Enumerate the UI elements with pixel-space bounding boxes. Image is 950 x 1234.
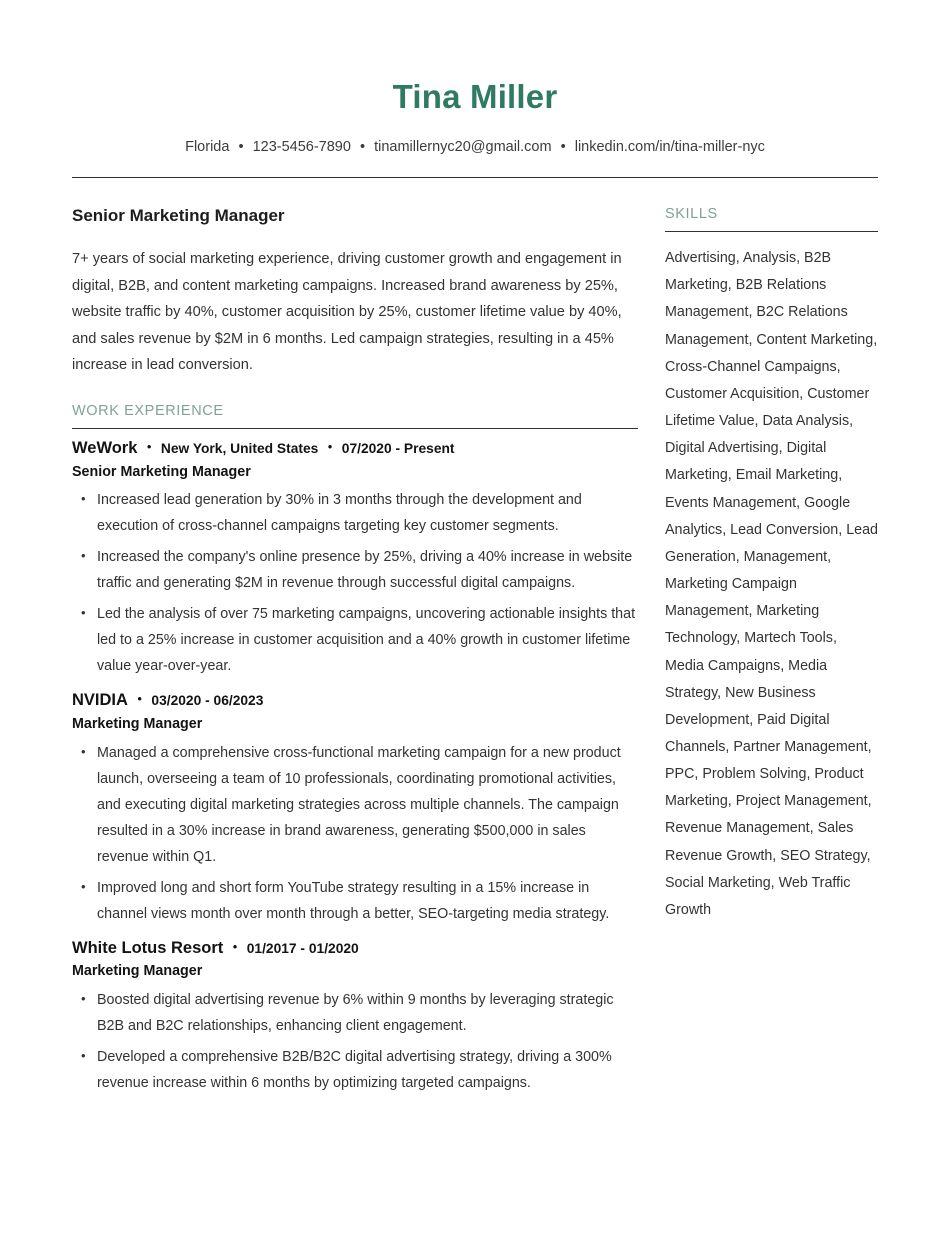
contact-separator-icon: •: [238, 138, 244, 155]
contact-email[interactable]: tinamillernyc20@gmail.com: [374, 138, 552, 155]
bullet-separator-icon: •: [232, 938, 238, 954]
sidebar-column: [665, 206, 878, 939]
job-role: Senior Marketing Manager: [72, 463, 251, 480]
job-bullet-list: [72, 740, 638, 927]
job-bullet: • Boosted digital advertising revenue by 6% within 9 months by leveraging strategic B2B and B2C relationships, enhancing client engagement.: [72, 987, 638, 1039]
job-bullet-list: [72, 487, 638, 679]
contact-line: [72, 138, 878, 157]
candidate-name: Tina Miller: [392, 78, 558, 115]
job-entry: [72, 690, 638, 926]
contact-location: Florida: [185, 138, 230, 155]
contact-separator-icon: •: [359, 138, 366, 155]
header-divider: [72, 177, 878, 178]
resume-body: [72, 206, 878, 1096]
work-experience-divider: [72, 428, 638, 429]
work-experience-heading: WORK EXPERIENCE: [72, 402, 224, 419]
headline-title: Senior Marketing Manager: [72, 205, 285, 225]
bullet-separator-icon: •: [146, 439, 152, 455]
job-dates: 01/2017 - 01/2020: [246, 940, 359, 956]
resume-header: [72, 0, 878, 178]
skills-list: Advertising, Analysis, B2B Marketing, B2B Relations Management, B2C Relations Management, Content Marketing, Cross-Channel Campaigns, Customer Acquisition, Customer Lifetime Value, Data Analysis, Digital Advertising, Digital Marketing, Email Marketing, Events Management, Google Analytics, Lead Conversion, Lead Generation, Management, Marketing Campaign Management, Marketing Technology, Martech Tools, Media Campaigns, Media Strategy, New Business Development, Paid Digital Channels, Partner Management, PPC, Problem Solving, Product Marketing, Project Management, Revenue Management, Sales Revenue Growth, SEO Strategy, Social Marketing, Web Traffic Growth: [665, 250, 878, 918]
skills-divider: [665, 231, 878, 232]
job-bullet: • Increased the company's online presence by 25%, driving a 40% increase in website traffic and generating $2M in revenue through successful digital campaigns.: [72, 544, 638, 596]
job-header-line: [72, 938, 638, 959]
job-company: White Lotus Resort: [72, 938, 224, 957]
contact-linkedin[interactable]: linkedin.com/in/tina-miller-nyc: [574, 138, 765, 155]
job-bullet: • Increased lead generation by 30% in 3 months through the development and execution of cross-channel campaigns targeting key customer segments.: [72, 487, 638, 539]
job-bullet: • Improved long and short form YouTube strategy resulting in a 15% increase in channel views month over month through a better, SEO-targeting media strategy.: [72, 875, 638, 927]
skills-heading: SKILLS: [665, 205, 718, 222]
job-entry: [72, 938, 638, 1096]
contact-phone: 123-5456-7890: [252, 138, 351, 155]
job-location: New York, United States: [160, 441, 319, 457]
job-header-line: [72, 690, 638, 711]
job-dates: 07/2020 - Present: [341, 441, 455, 457]
bullet-separator-icon: •: [137, 691, 142, 707]
job-company: NVIDIA: [72, 691, 128, 710]
job-bullet-list: [72, 987, 638, 1096]
job-company: WeWork: [72, 439, 138, 458]
job-bullet: • Managed a comprehensive cross-functional marketing campaign for a new product launch, overseeing a team of 10 professionals, coordinating promotional activities, and executing digital marketing strategies across multiple channels. The campaign resulted in a 30% increase in brand awareness, generating $500,000 in sales revenue within Q1.: [72, 740, 638, 870]
work-experience-section: [72, 403, 638, 1096]
job-bullet: • Developed a comprehensive B2B/B2C digital advertising strategy, driving a 300% revenue increase within 6 months by optimizing targeted campaigns.: [72, 1044, 638, 1096]
summary-paragraph: 7+ years of social marketing experience, driving customer growth and engagement in digital, B2B, and content marketing campaigns. Increased brand awareness by 25%, website traffic by 40%, customer acquisition by 25%, customer lifetime value by 40%, and sales revenue by $2M in 6 months. Led campaign strategies, resulting in a 45% increase in lead conversion.: [72, 251, 622, 374]
job-entry: [72, 438, 638, 679]
bullet-separator-icon: •: [327, 439, 333, 455]
job-header-line: [72, 438, 638, 459]
contact-separator-icon: •: [560, 138, 566, 155]
job-dates: 03/2020 - 06/2023: [151, 693, 264, 709]
job-bullet: • Led the analysis of over 75 marketing campaigns, uncovering actionable insights that led to a 25% increase in customer acquisition and a 40% growth in customer lifetime value year-over-year.: [72, 601, 638, 679]
main-column: [72, 206, 638, 1096]
job-role: Marketing Manager: [72, 715, 203, 732]
job-role: Marketing Manager: [72, 963, 203, 980]
